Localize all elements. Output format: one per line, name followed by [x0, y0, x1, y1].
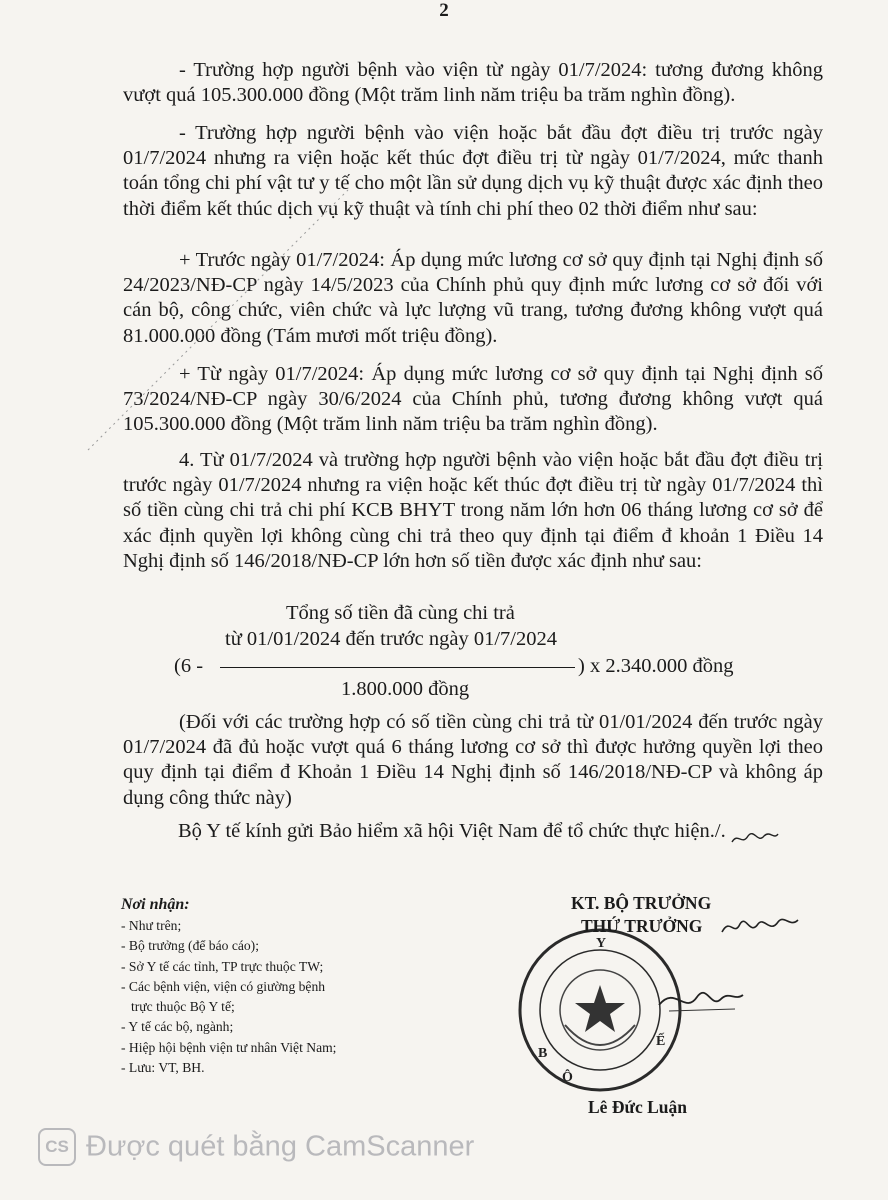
formula-numerator-line2: từ 01/01/2024 đến trước ngày 01/7/2024	[225, 628, 557, 650]
recipient-item-continuation: trực thuộc Bộ Y tế;	[131, 999, 235, 1015]
formula-suffix: ) x 2.340.000 đồng	[578, 655, 734, 677]
svg-text:Y: Y	[596, 936, 607, 951]
camscanner-logo-icon: CS	[38, 1128, 76, 1166]
recipient-item: - Y tế các bộ, ngành;	[121, 1019, 234, 1035]
svg-text:Ộ: Ộ	[562, 1070, 573, 1085]
formula-fraction-line	[220, 667, 575, 668]
faint-diagonal-trace	[78, 180, 358, 460]
recipient-item: - Bộ trưởng (để báo cáo);	[121, 938, 259, 954]
recipient-item: - Hiệp hội bệnh viện tư nhân Việt Nam;	[121, 1039, 337, 1055]
closing-mark	[730, 826, 780, 850]
signature-title-line1: KT. BỘ TRƯỞNG	[571, 893, 712, 913]
svg-text:Ế: Ế	[656, 1034, 666, 1049]
paragraph-from-date: + Từ ngày 01/7/2024: Áp dụng mức lương cơ sở quy định tại Nghị định số 73/2024/NĐ-CP ngày 30/6/2024 của Chính phủ, tương đương không vượt quá 105.300.000 đồng (Một trăm linh năm triệu ba trăm nghìn đồng).	[123, 363, 823, 436]
watermark-text: Được quét bằng CamScanner	[86, 1130, 475, 1163]
note-paragraph: (Đối với các trường hợp có số tiền cùng chi trả từ 01/01/2024 đến trước ngày 01/7/2024 đã đủ hoặc vượt quá 6 tháng lương cơ sở thì được hưởng quyền lợi theo quy định tại điểm đ Khoản 1 Điều 14 Nghị định số 146/2018/NĐ-CP và không áp dụng công thức này)	[123, 711, 823, 809]
signer-name: Lê Đức Luận	[588, 1097, 687, 1117]
paragraph-item-4: 4. Từ 01/7/2024 và trường hợp người bệnh vào viện hoặc bắt đầu đợt điều trị trước ngày 01/7/2024 nhưng ra viện hoặc kết thúc đợt điều trị từ ngày 01/7/2024 thì số tiền cùng chi trả chi phí KCB BHYT trong năm lớn hơn 06 tháng lương cơ sở để xác định quyền lợi không cùng chi trả theo quy định tại điểm đ khoản 1 Điều 14 Nghị định số 146/2018/NĐ-CP lớn hơn số tiền được xác định như sau:	[123, 449, 823, 572]
formula-prefix: (6 -	[174, 655, 204, 677]
recipient-item: - Các bệnh viện, viện có giường bệnh	[121, 978, 326, 994]
recipient-item: - Lưu: VT, BH.	[121, 1060, 205, 1076]
recipients-title: Nơi nhận:	[121, 896, 190, 913]
recipient-item	[121, 997, 421, 1017]
initial-signature	[720, 912, 800, 942]
recipient-item: - Sở Y tế các tỉnh, TP trực thuộc TW;	[121, 958, 324, 974]
recipient-item: - Như trên;	[121, 918, 182, 933]
formula-denominator: 1.800.000 đồng	[341, 678, 470, 700]
recipients-list	[121, 916, 421, 1078]
signature-title-line2: THỨ TRƯỞNG	[581, 916, 703, 936]
handwritten-signature	[655, 975, 745, 1020]
page-number: 2	[439, 0, 449, 21]
scanner-watermark	[38, 1128, 474, 1166]
paragraph-admission-after: - Trường hợp người bệnh vào viện từ ngày 01/7/2024: tương đương không vượt quá 105.300.000 đồng (Một trăm linh năm triệu ba trăm nghìn đồng).	[123, 59, 823, 107]
paragraph-admission-before: - Trường hợp người bệnh vào viện hoặc bắt đầu đợt điều trị trước ngày 01/7/2024 nhưng ra viện hoặc kết thúc đợt điều trị từ ngày 01/7/2024, mức thanh toán tổng chi phí vật tư y tế cho một lần sử dụng dịch vụ kỹ thuật được xác định theo thời điểm kết thúc dịch vụ kỹ thuật và tính chi phí theo 02 thời điểm như sau:	[123, 122, 823, 220]
closing-sentence: Bộ Y tế kính gửi Bảo hiểm xã hội Việt Nam để tổ chức thực hiện./.	[178, 820, 726, 842]
formula-numerator-line1: Tổng số tiền đã cùng chi trả	[286, 602, 515, 624]
paragraph-before-date: + Trước ngày 01/7/2024: Áp dụng mức lương cơ sở quy định tại Nghị định số 24/2023/NĐ-CP ngày 14/5/2023 của Chính phủ quy định mức lương cơ sở đối với cán bộ, công chức, viên chức và lực lượng vũ trang, tương đương không vượt quá 81.000.000 đồng (Tám mươi mốt triệu đồng).	[123, 249, 823, 347]
svg-text:B: B	[538, 1046, 548, 1061]
